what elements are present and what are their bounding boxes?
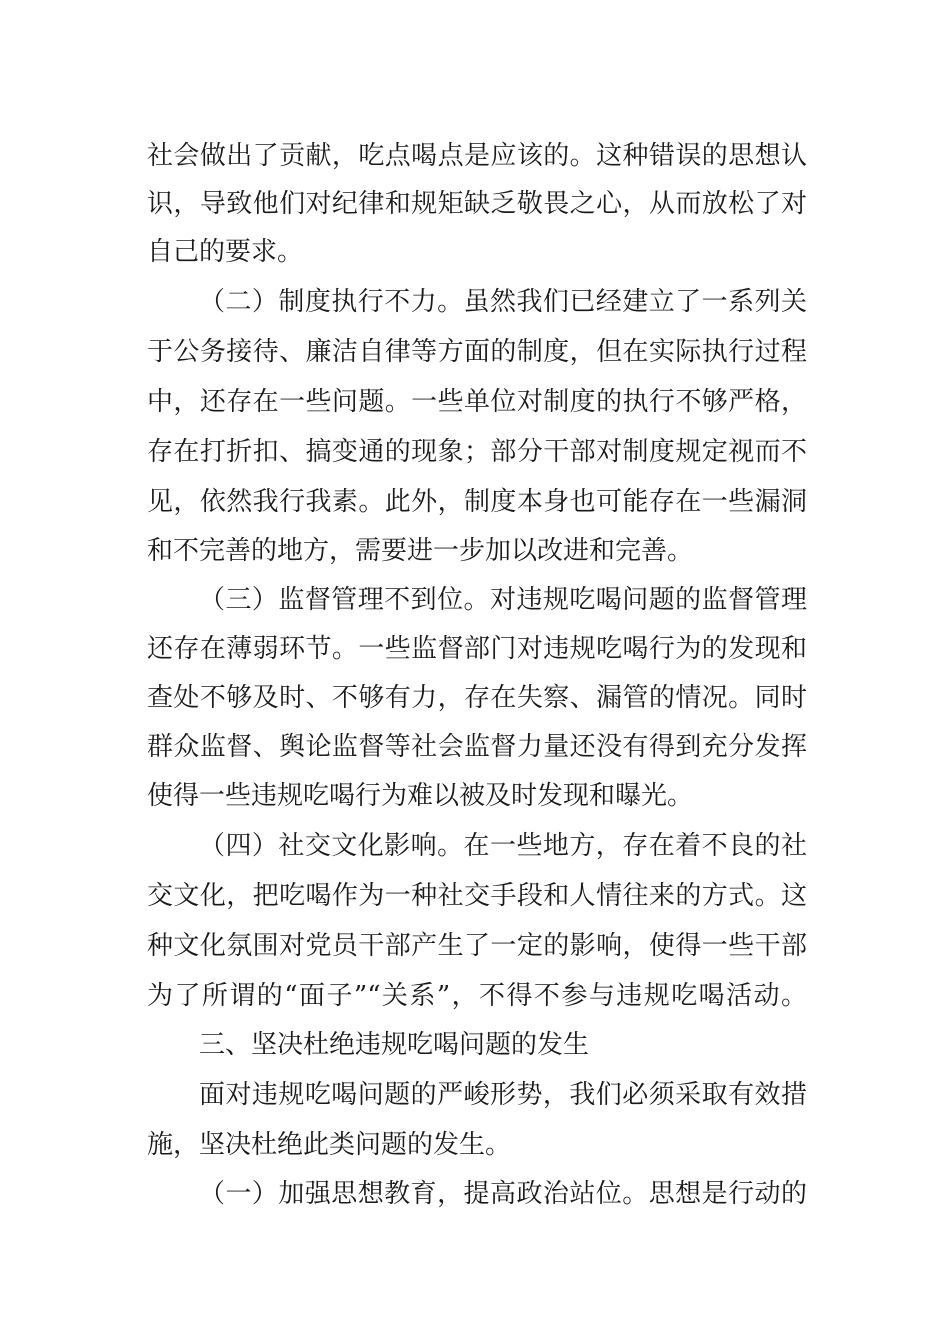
text-line: 群众监督、舆论监督等社会监督力量还没有得到充分发挥: [147, 732, 807, 762]
text-line: 使得一些违规吃喝行为难以被及时发现和曝光。: [147, 781, 694, 811]
section-heading: 三、坚决杜绝违规吃喝问题的发生: [199, 1030, 590, 1060]
text-line: （三）监督管理不到位。对违规吃喝问题的监督管理: [199, 585, 807, 615]
text-line: 中，还存在一些问题。一些单位对制度的执行不够严格，: [147, 387, 807, 417]
text-line: 施，坚决杜绝此类问题的发生。: [147, 1130, 512, 1160]
text-line: 面对违规吃喝问题的严峻形势，我们必须采取有效措: [199, 1080, 807, 1110]
text-line: 还存在薄弱环节。一些监督部门对违规吃喝行为的发现和: [147, 634, 807, 664]
text-line: 识，导致他们对纪律和规矩缺乏敬畏之心，从而放松了对: [147, 189, 807, 219]
text-line: （四）社交文化影响。在一些地方，存在着不良的社: [199, 831, 807, 861]
text-line: 于公务接待、廉洁自律等方面的制度，但在实际执行过程: [147, 337, 807, 367]
text-line: （二）制度执行不力。虽然我们已经建立了一系列关: [199, 287, 807, 317]
text-line: 查处不够及时、不够有力，存在失察、漏管的情况。同时: [147, 683, 807, 713]
text-line: 和不完善的地方，需要进一步加以改进和完善。: [147, 536, 694, 566]
text-line: 存在打折扣、搞变通的现象；部分干部对制度规定视而不: [147, 437, 807, 467]
text-line: 见，依然我行我素。此外，制度本身也可能存在一些漏洞: [147, 487, 807, 517]
text-line: 交文化，把吃喝作为一种社交手段和人情往来的方式。这: [147, 881, 807, 911]
text-line: 为了所谓的“面子”“关系”，不得不参与违规吃喝活动。: [147, 981, 807, 1011]
text-line: 社会做出了贡献，吃点喝点是应该的。这种错误的思想认: [147, 141, 807, 171]
text-line: （一）加强思想教育，提高政治站位。思想是行动的: [199, 1179, 807, 1209]
text-line: 种文化氛围对党员干部产生了一定的影响，使得一些干部: [147, 931, 807, 961]
text-line: 自己的要求。: [147, 237, 304, 267]
